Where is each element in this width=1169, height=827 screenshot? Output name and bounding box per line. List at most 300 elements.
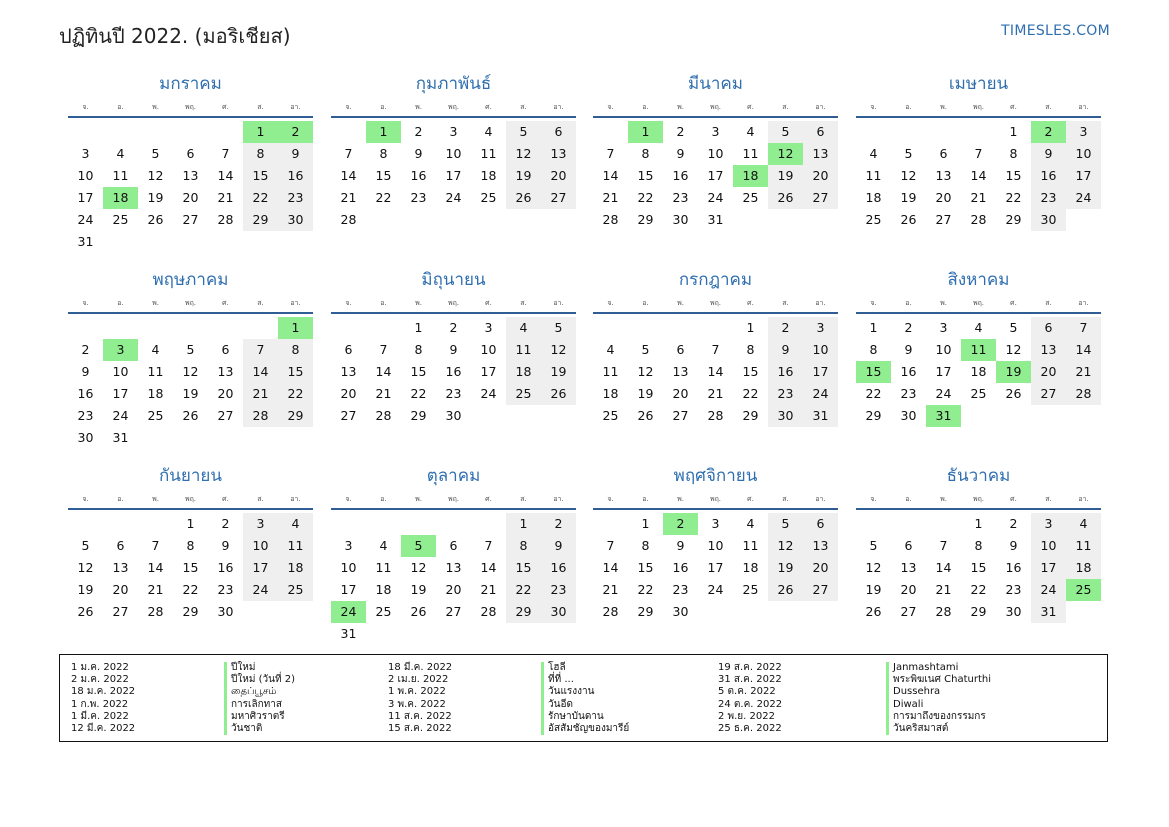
day-cell: 29 (1005, 212, 1022, 227)
day-cell: 16 (278, 165, 313, 187)
day-cell: 4 (746, 516, 755, 531)
weekday-label: พฤ. (184, 103, 197, 111)
day-cell: 9 (676, 538, 685, 553)
day-cell: 8 (414, 342, 423, 357)
day-cell: 23 (445, 386, 462, 401)
day-cell: 18 (742, 560, 759, 575)
weekday-label: อ. (642, 103, 649, 111)
weekday-label: จ. (82, 299, 89, 307)
day-cell: 19 (410, 582, 427, 597)
day-cell: 31 (707, 212, 724, 227)
day-cell: 29 (182, 604, 199, 619)
weekday-label: พ. (677, 103, 684, 111)
day-cell: 10 (77, 168, 94, 183)
day-cell: 7 (151, 538, 160, 553)
day-cell: 4 (379, 538, 388, 553)
day-cell: 5 (869, 538, 878, 553)
holiday-list (59, 654, 1108, 742)
day-cell: 22 (506, 579, 541, 601)
holiday-dates-col-3 (718, 662, 782, 735)
day-cell: 5 (506, 121, 541, 143)
holiday-date: 11 ส.ค. 2022 (388, 710, 452, 722)
day-grid (856, 121, 1101, 231)
empty-cell (103, 513, 138, 535)
day-cell: 30 (768, 405, 803, 427)
empty-cell (593, 317, 628, 339)
weekday-label: จ. (82, 495, 89, 503)
day-grid (331, 513, 576, 645)
holiday-day-cell: 1 (366, 121, 401, 143)
day-cell: 14 (1066, 339, 1101, 361)
holiday-date: 2 พ.ย. 2022 (718, 710, 775, 722)
day-cell: 24 (243, 579, 278, 601)
day-cell: 24 (707, 582, 724, 597)
day-cell: 8 (379, 146, 388, 161)
day-cell: 19 (506, 165, 541, 187)
day-cell: 28 (935, 604, 952, 619)
weekday-label: อา. (553, 299, 564, 307)
day-cell: 4 (278, 513, 313, 535)
day-cell: 7 (379, 342, 388, 357)
weekday-label: จ. (870, 299, 877, 307)
day-cell: 11 (865, 168, 882, 183)
weekday-header (331, 100, 576, 118)
holiday-name: ปีใหม่ (วันที่ 2) (224, 674, 295, 686)
day-cell: 20 (541, 165, 576, 187)
holiday-date: 19 ส.ค. 2022 (718, 662, 782, 673)
day-cell: 23 (900, 386, 917, 401)
weekday-label: ส. (257, 103, 264, 111)
day-cell: 15 (243, 165, 278, 187)
weekday-label: อา. (290, 299, 301, 307)
weekday-label: พ. (415, 299, 422, 307)
day-cell: 11 (112, 168, 129, 183)
weekday-label: ส. (520, 299, 527, 307)
empty-cell (926, 513, 961, 535)
empty-cell (173, 317, 208, 339)
weekday-label: พ. (677, 299, 684, 307)
day-cell: 20 (672, 386, 689, 401)
holiday-day-cell: 25 (1066, 579, 1101, 601)
holiday-date: 15 ส.ค. 2022 (388, 722, 452, 734)
holiday-day-cell: 3 (103, 339, 138, 361)
month-name: มีนาคม (688, 74, 743, 94)
day-cell: 10 (112, 364, 129, 379)
day-cell: 12 (865, 560, 882, 575)
day-cell: 22 (637, 190, 654, 205)
day-cell: 16 (445, 364, 462, 379)
weekday-label: จ. (870, 103, 877, 111)
day-cell: 10 (480, 342, 497, 357)
day-cell: 13 (803, 535, 838, 557)
day-cell: 10 (1066, 143, 1101, 165)
day-cell: 29 (742, 408, 759, 423)
empty-cell (961, 121, 996, 143)
day-cell: 18 (480, 168, 497, 183)
month-calendar (331, 461, 576, 653)
weekday-label: อา. (815, 495, 826, 503)
day-cell: 9 (81, 364, 90, 379)
day-cell: 29 (637, 604, 654, 619)
weekday-label: อ. (905, 495, 912, 503)
day-cell: 10 (935, 342, 952, 357)
day-cell: 21 (970, 190, 987, 205)
day-cell: 31 (112, 430, 129, 445)
day-cell: 28 (147, 604, 164, 619)
empty-cell (173, 121, 208, 143)
day-cell: 13 (112, 560, 129, 575)
day-cell: 2 (541, 513, 576, 535)
day-cell: 12 (147, 168, 164, 183)
empty-cell (436, 513, 471, 535)
day-grid (856, 317, 1101, 427)
holiday-day-cell: 2 (663, 513, 698, 535)
weekday-header (68, 296, 313, 314)
day-cell: 15 (410, 364, 427, 379)
day-cell: 2 (676, 124, 685, 139)
month-calendar (593, 69, 838, 261)
day-cell: 22 (970, 582, 987, 597)
day-cell: 2 (414, 124, 423, 139)
day-cell: 11 (147, 364, 164, 379)
day-cell: 7 (974, 146, 983, 161)
day-cell: 28 (602, 212, 619, 227)
day-cell: 28 (375, 408, 392, 423)
day-grid (593, 513, 838, 623)
weekday-label: อา. (553, 103, 564, 111)
day-grid (331, 317, 576, 427)
day-cell: 28 (707, 408, 724, 423)
day-cell: 27 (935, 212, 952, 227)
day-cell: 26 (410, 604, 427, 619)
day-cell: 15 (637, 168, 654, 183)
holiday-day-cell: 11 (961, 339, 996, 361)
day-cell: 7 (344, 146, 353, 161)
day-cell: 3 (711, 124, 720, 139)
weekday-label: ศ. (485, 103, 492, 111)
day-cell: 8 (746, 342, 755, 357)
weekday-label: พ. (677, 495, 684, 503)
day-cell: 9 (278, 143, 313, 165)
day-cell: 23 (1005, 582, 1022, 597)
weekday-header (68, 492, 313, 510)
day-cell: 4 (1066, 513, 1101, 535)
weekday-label: จ. (607, 299, 614, 307)
weekday-header (593, 100, 838, 118)
day-cell: 21 (602, 582, 619, 597)
weekday-label: อา. (1078, 299, 1089, 307)
day-cell: 26 (182, 408, 199, 423)
day-grid (68, 513, 313, 623)
weekday-header (856, 296, 1101, 314)
day-cell: 1 (641, 516, 650, 531)
day-cell: 6 (676, 342, 685, 357)
empty-cell (331, 513, 366, 535)
holiday-name: โฮลี (541, 662, 629, 674)
day-cell: 17 (707, 168, 724, 183)
day-cell: 3 (1066, 121, 1101, 143)
empty-cell (208, 121, 243, 143)
empty-cell (103, 317, 138, 339)
day-cell: 13 (900, 560, 917, 575)
day-cell: 25 (742, 582, 759, 597)
day-cell: 12 (77, 560, 94, 575)
holiday-date: 1 มี.ค. 2022 (71, 710, 129, 722)
day-cell: 17 (112, 386, 129, 401)
day-cell: 22 (865, 386, 882, 401)
weekday-header (331, 296, 576, 314)
day-cell: 11 (742, 538, 759, 553)
weekday-label: พฤ. (184, 299, 197, 307)
empty-cell (698, 317, 733, 339)
day-cell: 14 (243, 361, 278, 383)
day-cell: 20 (803, 165, 838, 187)
day-cell: 15 (637, 560, 654, 575)
holiday-day-cell: 15 (856, 361, 891, 383)
day-cell: 16 (1031, 165, 1066, 187)
day-cell: 26 (147, 212, 164, 227)
day-cell: 23 (672, 582, 689, 597)
holiday-date: 3 พ.ค. 2022 (388, 698, 446, 710)
day-cell: 27 (541, 187, 576, 209)
holiday-day-cell: 2 (278, 121, 313, 143)
day-cell: 2 (221, 516, 230, 531)
day-cell: 15 (1005, 168, 1022, 183)
day-cell: 12 (637, 364, 654, 379)
day-cell: 20 (182, 190, 199, 205)
month-name: ตุลาคม (426, 466, 481, 486)
month-name: กุมภาพันธ์ (415, 74, 492, 94)
day-cell: 4 (869, 146, 878, 161)
weekday-label: ส. (1045, 103, 1052, 111)
day-cell: 23 (1031, 187, 1066, 209)
month-name: เมษายน (948, 74, 1009, 94)
holiday-day-cell: 24 (331, 601, 366, 623)
day-cell: 1 (1009, 124, 1018, 139)
day-cell: 24 (77, 212, 94, 227)
day-cell: 22 (182, 582, 199, 597)
weekday-label: พ. (940, 103, 947, 111)
day-cell: 18 (278, 557, 313, 579)
weekday-label: ศ. (222, 495, 229, 503)
day-cell: 16 (541, 557, 576, 579)
day-cell: 17 (1066, 165, 1101, 187)
weekday-label: อ. (380, 103, 387, 111)
day-cell: 10 (243, 535, 278, 557)
weekday-label: ส. (1045, 495, 1052, 503)
site-brand-link[interactable]: TIMESLES.COM (1001, 23, 1110, 39)
holiday-date: 12 มี.ค. 2022 (71, 722, 136, 734)
day-cell: 26 (637, 408, 654, 423)
day-cell: 21 (340, 190, 357, 205)
day-cell: 12 (182, 364, 199, 379)
day-cell: 17 (803, 361, 838, 383)
day-cell: 3 (449, 124, 458, 139)
holiday-date: 1 ม.ค. 2022 (71, 662, 129, 673)
weekday-label: ส. (782, 103, 789, 111)
day-cell: 18 (602, 386, 619, 401)
day-cell: 15 (278, 361, 313, 383)
holiday-name: ที่ที่ ... (541, 674, 629, 686)
day-cell: 29 (865, 408, 882, 423)
weekday-label: จ. (607, 103, 614, 111)
holiday-names-col-3 (886, 662, 991, 735)
day-cell: 4 (974, 320, 983, 335)
day-cell: 23 (541, 579, 576, 601)
day-cell: 27 (112, 604, 129, 619)
empty-cell (628, 317, 663, 339)
day-cell: 26 (77, 604, 94, 619)
holiday-name: วันคริสมาสต์ (886, 723, 991, 735)
weekday-label: พ. (152, 299, 159, 307)
day-cell: 3 (344, 538, 353, 553)
day-cell: 16 (900, 364, 917, 379)
day-cell: 20 (112, 582, 129, 597)
day-cell: 14 (375, 364, 392, 379)
day-cell: 24 (1031, 579, 1066, 601)
day-cell: 12 (1005, 342, 1022, 357)
day-cell: 29 (970, 604, 987, 619)
holiday-day-cell: 2 (1031, 121, 1066, 143)
day-grid (593, 121, 838, 231)
day-cell: 2 (904, 320, 913, 335)
day-cell: 23 (672, 190, 689, 205)
empty-cell (856, 121, 891, 143)
month-calendar (593, 461, 838, 653)
weekday-label: พฤ. (447, 299, 460, 307)
holiday-date: 2 ม.ค. 2022 (71, 674, 129, 686)
day-cell: 20 (803, 557, 838, 579)
month-calendar (331, 69, 576, 261)
day-cell: 2 (449, 320, 458, 335)
holiday-dates-col-2 (388, 662, 452, 735)
day-cell: 2 (768, 317, 803, 339)
weekday-label: พฤ. (972, 495, 985, 503)
day-cell: 12 (768, 535, 803, 557)
day-cell: 22 (1005, 190, 1022, 205)
holiday-date: 18 มี.ค. 2022 (388, 662, 453, 673)
day-cell: 6 (803, 121, 838, 143)
day-cell: 19 (768, 557, 803, 579)
day-cell: 8 (641, 538, 650, 553)
weekday-label: ส. (520, 103, 527, 111)
day-cell: 15 (742, 364, 759, 379)
day-cell: 9 (414, 146, 423, 161)
day-cell: 25 (112, 212, 129, 227)
weekday-header (593, 492, 838, 510)
empty-cell (471, 513, 506, 535)
day-cell: 9 (904, 342, 913, 357)
day-cell: 26 (506, 187, 541, 209)
day-cell: 27 (672, 408, 689, 423)
holiday-date: 1 ก.พ. 2022 (71, 698, 129, 710)
day-cell: 3 (81, 146, 90, 161)
day-cell: 17 (243, 557, 278, 579)
day-cell: 5 (81, 538, 90, 553)
holiday-name: การมาถึงของกรรมกร (886, 711, 991, 723)
day-cell: 21 (707, 386, 724, 401)
holiday-name: มหาศิวราตรี (224, 711, 295, 723)
day-cell: 5 (151, 146, 160, 161)
weekday-label: พ. (415, 495, 422, 503)
holiday-day-cell: 31 (926, 405, 961, 427)
weekday-label: อ. (905, 103, 912, 111)
day-cell: 8 (974, 538, 983, 553)
day-cell: 16 (768, 361, 803, 383)
day-cell: 17 (1031, 557, 1066, 579)
weekday-label: จ. (345, 103, 352, 111)
day-cell: 3 (243, 513, 278, 535)
weekday-label: ศ. (222, 103, 229, 111)
day-cell: 25 (742, 190, 759, 205)
day-cell: 22 (278, 383, 313, 405)
day-cell: 19 (541, 361, 576, 383)
day-cell: 31 (803, 405, 838, 427)
day-cell: 4 (116, 146, 125, 161)
holiday-date: 1 พ.ค. 2022 (388, 686, 446, 698)
month-calendar (68, 461, 313, 653)
day-cell: 7 (606, 146, 615, 161)
weekday-label: ศ. (747, 103, 754, 111)
holiday-name: รักษาบันดาน (541, 711, 629, 723)
empty-cell (208, 317, 243, 339)
day-cell: 22 (637, 582, 654, 597)
empty-cell (891, 121, 926, 143)
day-cell: 18 (1066, 557, 1101, 579)
weekday-label: อ. (380, 299, 387, 307)
weekday-label: ศ. (485, 495, 492, 503)
month-name: มกราคม (159, 74, 222, 94)
day-grid (593, 317, 838, 427)
day-cell: 9 (541, 535, 576, 557)
day-cell: 16 (77, 386, 94, 401)
day-cell: 30 (278, 209, 313, 231)
empty-cell (138, 317, 173, 339)
empty-cell (366, 513, 401, 535)
day-cell: 7 (221, 146, 230, 161)
day-cell: 16 (672, 168, 689, 183)
weekday-label: อ. (905, 299, 912, 307)
weekday-label: ศ. (485, 299, 492, 307)
month-calendar (331, 265, 576, 457)
day-cell: 22 (243, 187, 278, 209)
day-cell: 2 (81, 342, 90, 357)
day-cell: 25 (278, 579, 313, 601)
day-cell: 28 (217, 212, 234, 227)
day-cell: 23 (217, 582, 234, 597)
day-cell: 6 (449, 538, 458, 553)
day-cell: 10 (707, 538, 724, 553)
day-cell: 26 (1005, 386, 1022, 401)
day-cell: 4 (606, 342, 615, 357)
empty-cell (401, 513, 436, 535)
day-cell: 23 (278, 187, 313, 209)
weekday-label: อ. (117, 495, 124, 503)
day-cell: 27 (217, 408, 234, 423)
day-cell: 6 (1031, 317, 1066, 339)
day-cell: 25 (375, 604, 392, 619)
holiday-day-cell: 19 (996, 361, 1031, 383)
day-cell: 14 (480, 560, 497, 575)
weekday-label: อา. (815, 103, 826, 111)
weekday-label: ส. (782, 299, 789, 307)
day-cell: 7 (606, 538, 615, 553)
day-cell: 11 (506, 339, 541, 361)
day-cell: 30 (672, 604, 689, 619)
month-calendar (68, 69, 313, 261)
day-cell: 11 (1066, 535, 1101, 557)
day-cell: 26 (865, 604, 882, 619)
